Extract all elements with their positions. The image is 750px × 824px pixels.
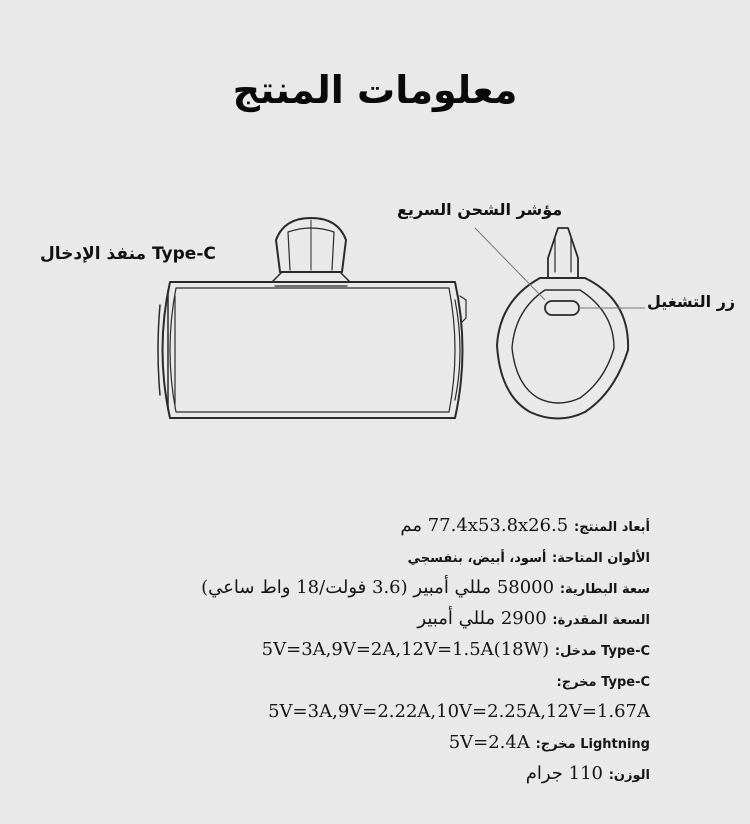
spec-row: 5V=3A,9V=2.22A,10V=2.25A,12V=1.67A (268, 701, 650, 722)
spec-row: الألوان المتاحة: أسود، أبيض، بنفسجي (407, 551, 650, 566)
specs-list (201, 510, 650, 789)
spec-row: أبعاد المنتج: 77.4x53.8x26.5 مم (400, 515, 650, 536)
power-button-label: زر التشغيل (647, 292, 736, 311)
type-c-port-label: منفذ الإدخال Type-C (40, 244, 216, 264)
spec-row: Lightning مخرج: 5V=2.4A (448, 732, 650, 753)
spec-row: Type-C مدخل: (5V=3A,9V=2A,12V=1.5A(18W (261, 639, 650, 660)
fast-charge-indicator-label: مؤشر الشحن السريع (397, 200, 563, 219)
spec-row: سعة البطارية: 58000 مللي أمبير (3.6 فولت/18 واط ساعي) (201, 577, 650, 598)
power-button-graphic (545, 301, 579, 315)
spec-row: السعة المقدرة: 2900 مللي أمبير (417, 608, 650, 629)
spec-row: الوزن: 110 جرام (525, 763, 650, 784)
power-bank-side-view (158, 218, 466, 418)
spec-row: Type-C مخرج: (556, 675, 650, 690)
power-bank-end-view (497, 228, 628, 419)
page-title: معلومات المنتج (232, 68, 518, 112)
